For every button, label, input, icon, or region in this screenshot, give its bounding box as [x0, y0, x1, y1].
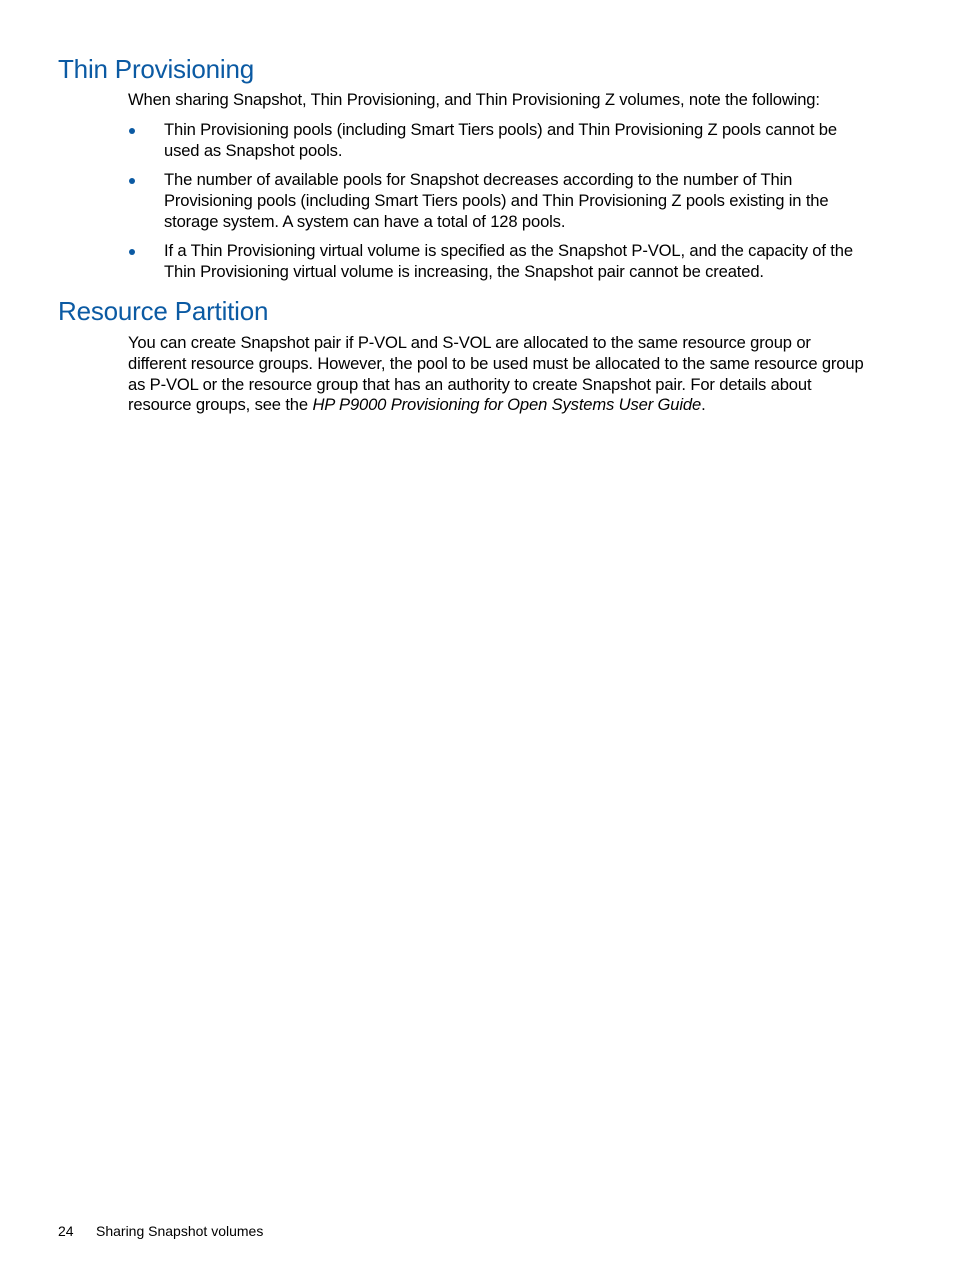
thin-provisioning-bullet-list — [128, 120, 873, 291]
page-number: 24 — [58, 1223, 74, 1239]
user-guide-reference: HP P9000 Provisioning for Open Systems User Guide — [312, 395, 702, 415]
resource-partition-paragraph — [128, 333, 873, 416]
list-item-text: The number of available pools for Snapshot decreases according to the number of Thin Provisioning pools (including Smart Tiers pools) and Thin Provisioning Z pools existing in the storage system. A system can have a total of 128 pools. — [164, 170, 829, 231]
heading-thin-provisioning: Thin Provisioning — [58, 54, 255, 84]
bullet-icon — [129, 178, 135, 184]
paragraph-text: You can create Snapshot pair if P-VOL and S-VOL are allocated to the same resource group or different resource groups. However, the pool to be used must be allocated to the same resource group as P-VOL or the resource group that has an authority to create Snapshot pair. For details about resource groups, see the — [128, 333, 864, 415]
list-item — [128, 120, 873, 162]
heading-resource-partition: Resource Partition — [58, 296, 269, 326]
bullet-icon — [129, 249, 135, 255]
chapter-title: Sharing Snapshot volumes — [96, 1223, 264, 1239]
page-footer — [58, 1222, 263, 1240]
list-item — [128, 170, 873, 232]
paragraph-end: . — [701, 395, 706, 415]
list-item-text: If a Thin Provisioning virtual volume is specified as the Snapshot P-VOL, and the capacity of the Thin Provisioning virtual volume is increasing, the Snapshot pair cannot be created. — [164, 240, 853, 281]
list-item — [128, 241, 873, 283]
list-item-text: Thin Provisioning pools (including Smart Tiers pools) and Thin Provisioning Z pools cannot be used as Snapshot pools. — [164, 120, 837, 160]
bullet-icon — [129, 128, 135, 134]
thin-provisioning-intro: When sharing Snapshot, Thin Provisioning, and Thin Provisioning Z volumes, note the following: — [128, 90, 820, 109]
